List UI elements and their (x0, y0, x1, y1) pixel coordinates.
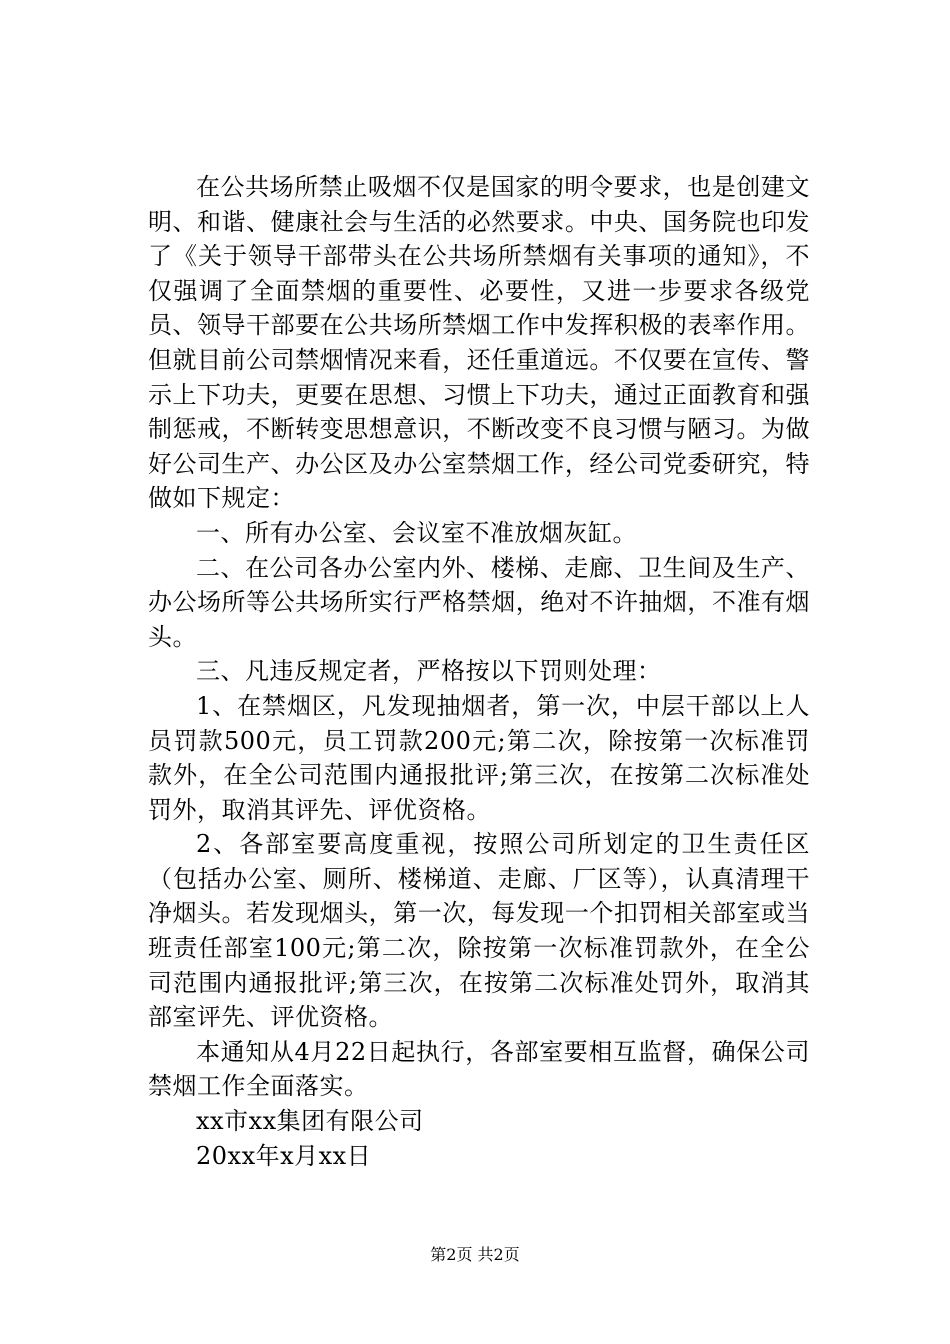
page-number-footer: 第2页 共2页 (430, 1245, 520, 1264)
paragraph-rule-2: 二、在公司各办公室内外、楼梯、走廊、卫生间及生产、办公场所等公共场所实行严格禁烟，绝对不许抽烟，不准有烟头。 (148, 553, 810, 651)
signature-date: 20xx年x月xx日 (196, 1141, 372, 1170)
document-body (148, 170, 810, 1173)
paragraph-effective-date: 本通知从4月22日起执行，各部室要相互监督，确保公司禁烟工作全面落实。 (148, 1037, 810, 1101)
paragraph-rule-1: 一、所有办公室、会议室不准放烟灰缸。 (196, 518, 637, 547)
paragraph-penalty-1: 1、在禁烟区，凡发现抽烟者，第一次，中层干部以上人员罚款500元，员工罚款200元;第二次，除按第一次标准罚款外，在全公司范围内通报批评;第三次，在按第二次标准处罚外，取消其评先、评优资格。 (148, 691, 810, 824)
paragraph-rule-3: 三、凡违反规定者，严格按以下罚则处理： (196, 657, 662, 686)
paragraph-penalty-2: 2、各部室要高度重视，按照公司所划定的卫生责任区（包括办公室、厕所、楼梯道、走廊、厂区等），认真清理干净烟头。若发现烟头，第一次，每发现一个扣罚相关部室或当班责任部室100元;第二次，除按第一次标准罚款外，在全公司范围内通报批评;第三次，在按第二次标准处罚外，取消其部室评先、评优资格。 (148, 830, 810, 1032)
paragraph-intro: 在公共场所禁止吸烟不仅是国家的明令要求，也是创建文明、和谐、健康社会与生活的必然要求。中央、国务院也印发了《关于领导干部带头在公共场所禁烟有关事项的通知》，不仅强调了全面禁烟的重要性、必要性，又进一步要求各级党员、领导干部要在公共场所禁烟工作中发挥积极的表率作用。但就目前公司禁烟情况来看，还任重道远。不仅要在宣传、警示上下功夫，更要在思想、习惯上下功夫，通过正面教育和强制惩戒，不断转变思想意识，不断改变不良习惯与陋习。为做好公司生产、办公区及办公室禁烟工作，经公司党委研究，特做如下规定： (148, 173, 810, 513)
signature-company: xx市xx集团有限公司 (196, 1107, 424, 1136)
